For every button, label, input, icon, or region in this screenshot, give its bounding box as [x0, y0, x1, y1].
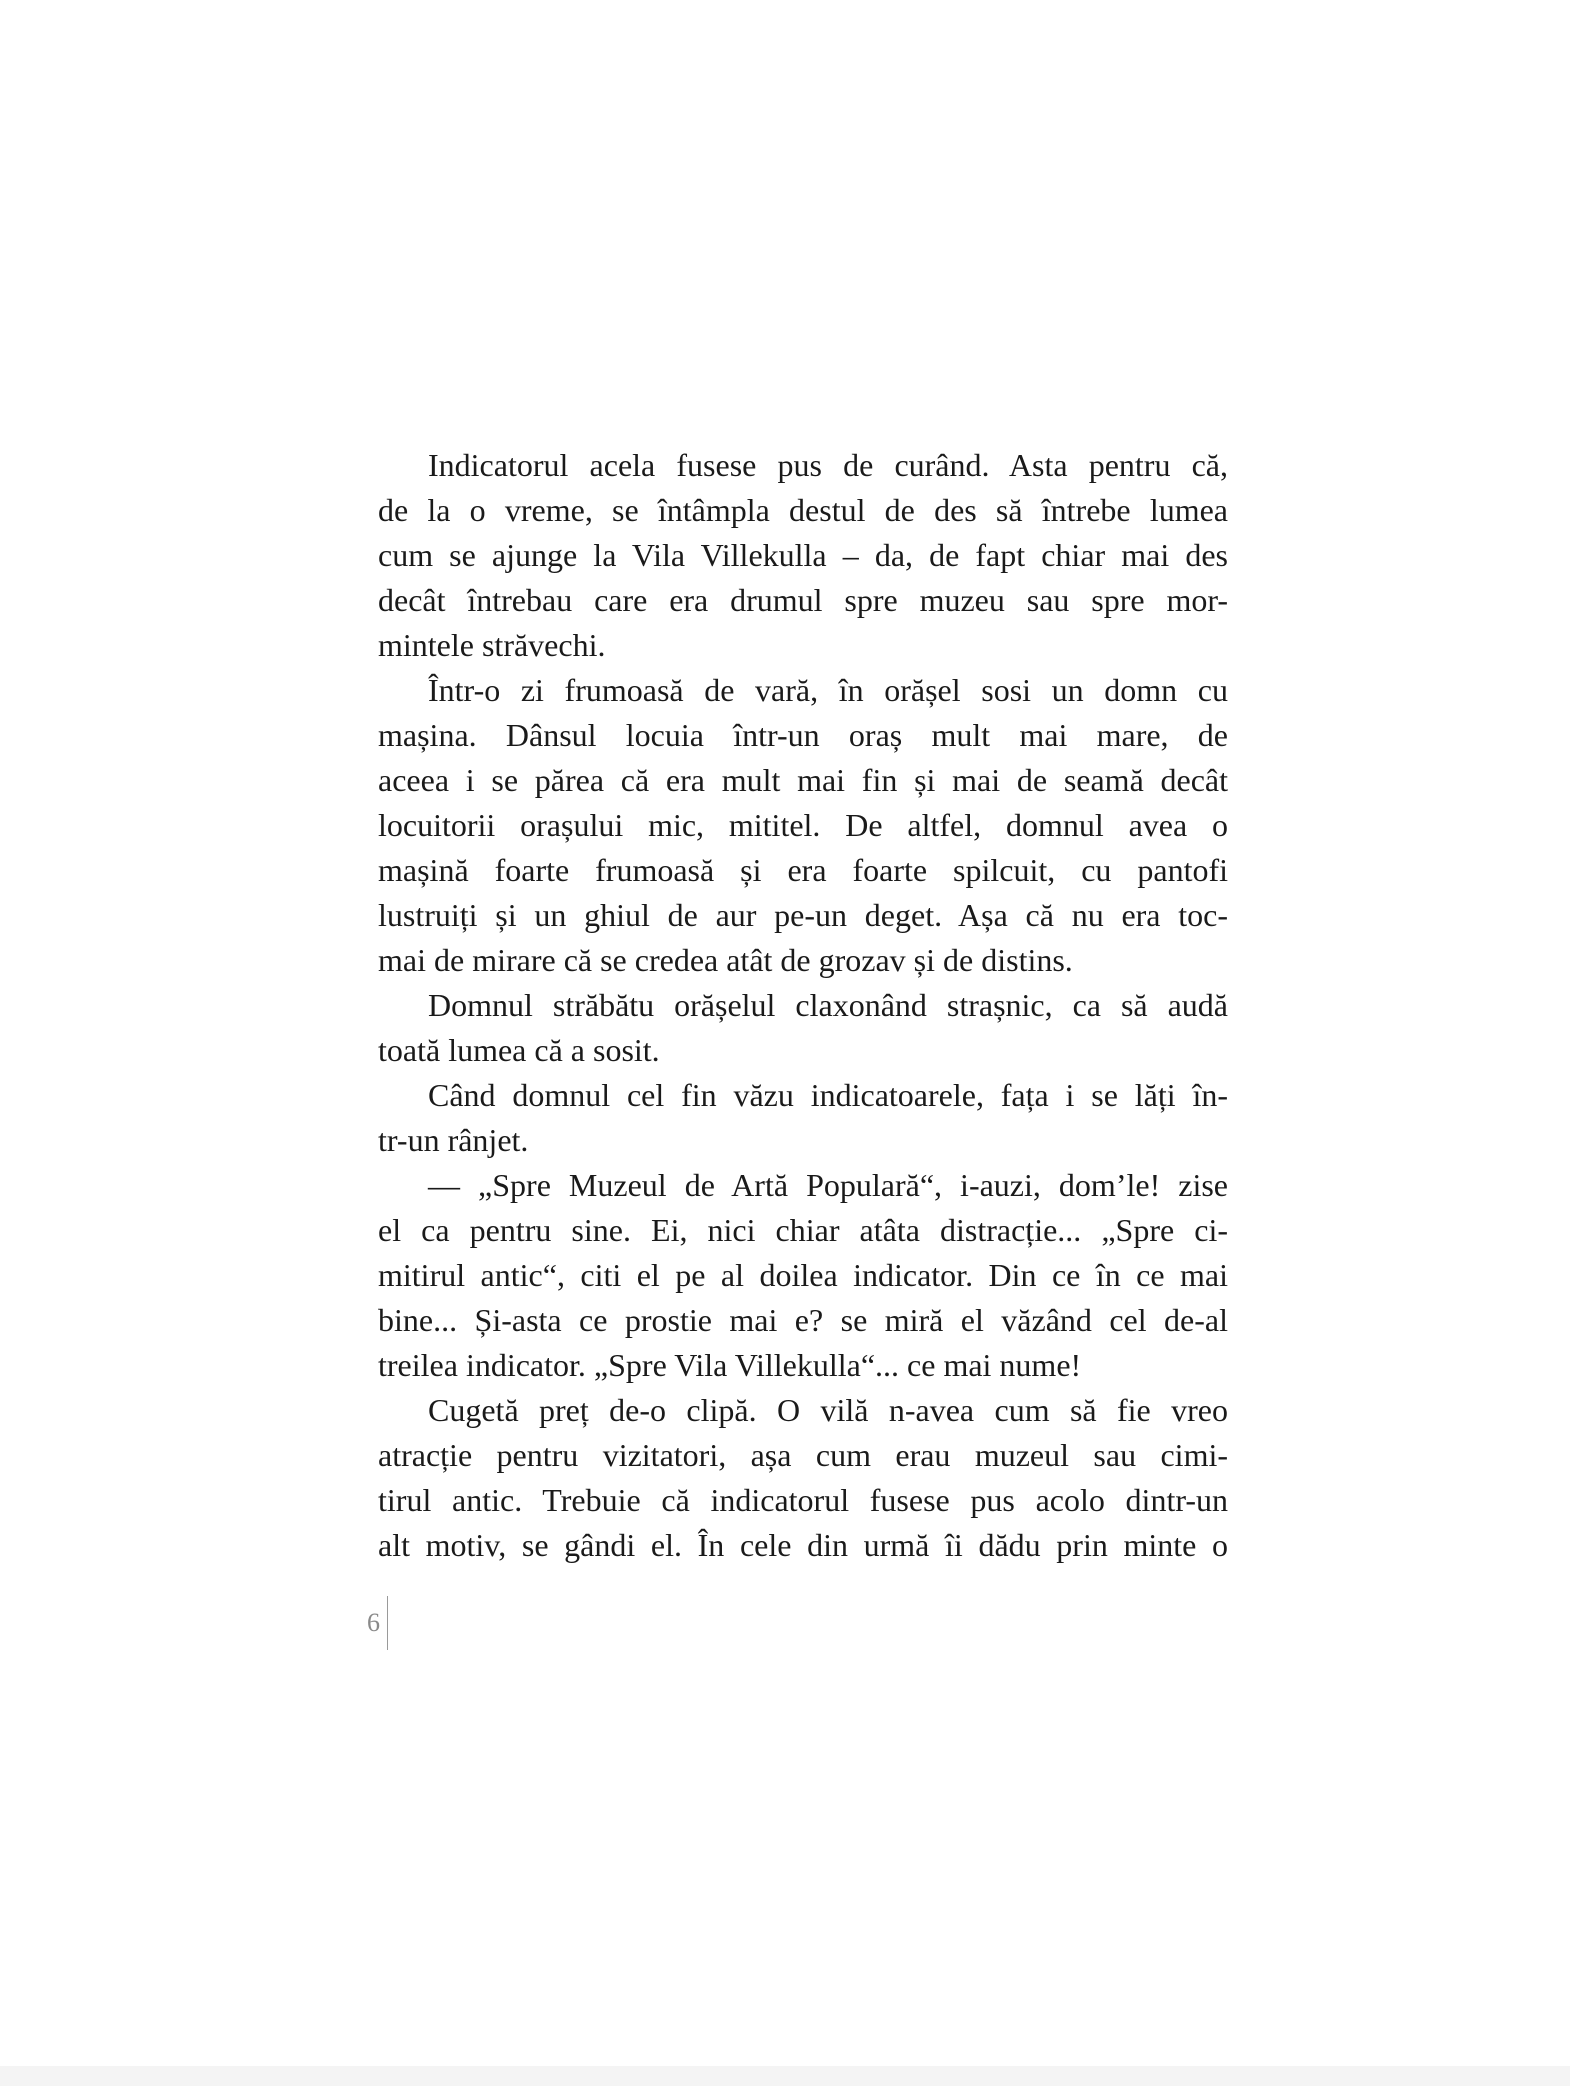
text-line: bine... Și-asta ce prostie mai e? se miră el văzând cel de-al — [378, 1302, 1228, 1338]
text-line: lustruiți și un ghiul de aur pe-un deget. Așa că nu era toc- — [378, 897, 1228, 933]
text-line: el ca pentru sine. Ei, nici chiar atâta distracție... „Spre ci- — [378, 1212, 1228, 1248]
text-line: Cugetă preț de-o clipă. O vilă n-avea cum să fie vreo — [428, 1392, 1228, 1428]
text-line: Într-o zi frumoasă de vară, în orășel sosi un domn cu — [428, 672, 1228, 708]
text-line: mintele străvechi. — [378, 627, 606, 663]
text-line: toată lumea că a sosit. — [378, 1032, 660, 1068]
bottom-edge — [0, 2066, 1570, 2086]
text-line: cum se ajunge la Vila Villekulla – da, de fapt chiar mai des — [378, 537, 1228, 573]
text-line: mașină foarte frumoasă și era foarte spilcuit, cu pantofi — [378, 852, 1228, 888]
text-line: treilea indicator. „Spre Vila Villekulla“... ce mai nume! — [378, 1347, 1082, 1383]
text-line: atracție pentru vizitatori, așa cum erau muzeul sau cimi- — [378, 1437, 1228, 1473]
text-line: locuitorii orașului mic, mititel. De altfel, domnul avea o — [378, 807, 1228, 843]
text-line: alt motiv, se gândi el. În cele din urmă îi dădu prin minte o — [378, 1527, 1228, 1563]
text-line: Domnul străbătu orășelul claxonând strașnic, ca să audă — [428, 987, 1228, 1023]
text-line: de la o vreme, se întâmpla destul de des să întrebe lumea — [378, 492, 1228, 528]
text-line: Când domnul cel fin văzu indicatoarele, fața i se lăți în- — [428, 1077, 1228, 1113]
body-text — [378, 443, 1228, 1568]
text-line: aceea i se părea că era mult mai fin și mai de seamă decât — [378, 762, 1228, 798]
text-line: mașina. Dânsul locuia într-un oraș mult mai mare, de — [378, 717, 1228, 753]
text-line: tr-un rânjet. — [378, 1122, 529, 1158]
text-line: Indicatorul acela fusese pus de curând. Asta pentru că, — [428, 447, 1228, 483]
page-number: 6 — [367, 1608, 380, 1637]
text-line: — „Spre Muzeul de Artă Populară“, i-auzi, dom’le! zise — [428, 1167, 1228, 1203]
page-number-divider — [387, 1596, 388, 1650]
text-line: tirul antic. Trebuie că indicatorul fusese pus acolo dintr-un — [378, 1482, 1228, 1518]
text-line: decât întrebau care era drumul spre muzeu sau spre mor- — [378, 582, 1228, 618]
text-line: mai de mirare că se credea atât de grozav și de distins. — [378, 942, 1073, 978]
text-line: mitirul antic“, citi el pe al doilea indicator. Din ce în ce mai — [378, 1257, 1228, 1293]
